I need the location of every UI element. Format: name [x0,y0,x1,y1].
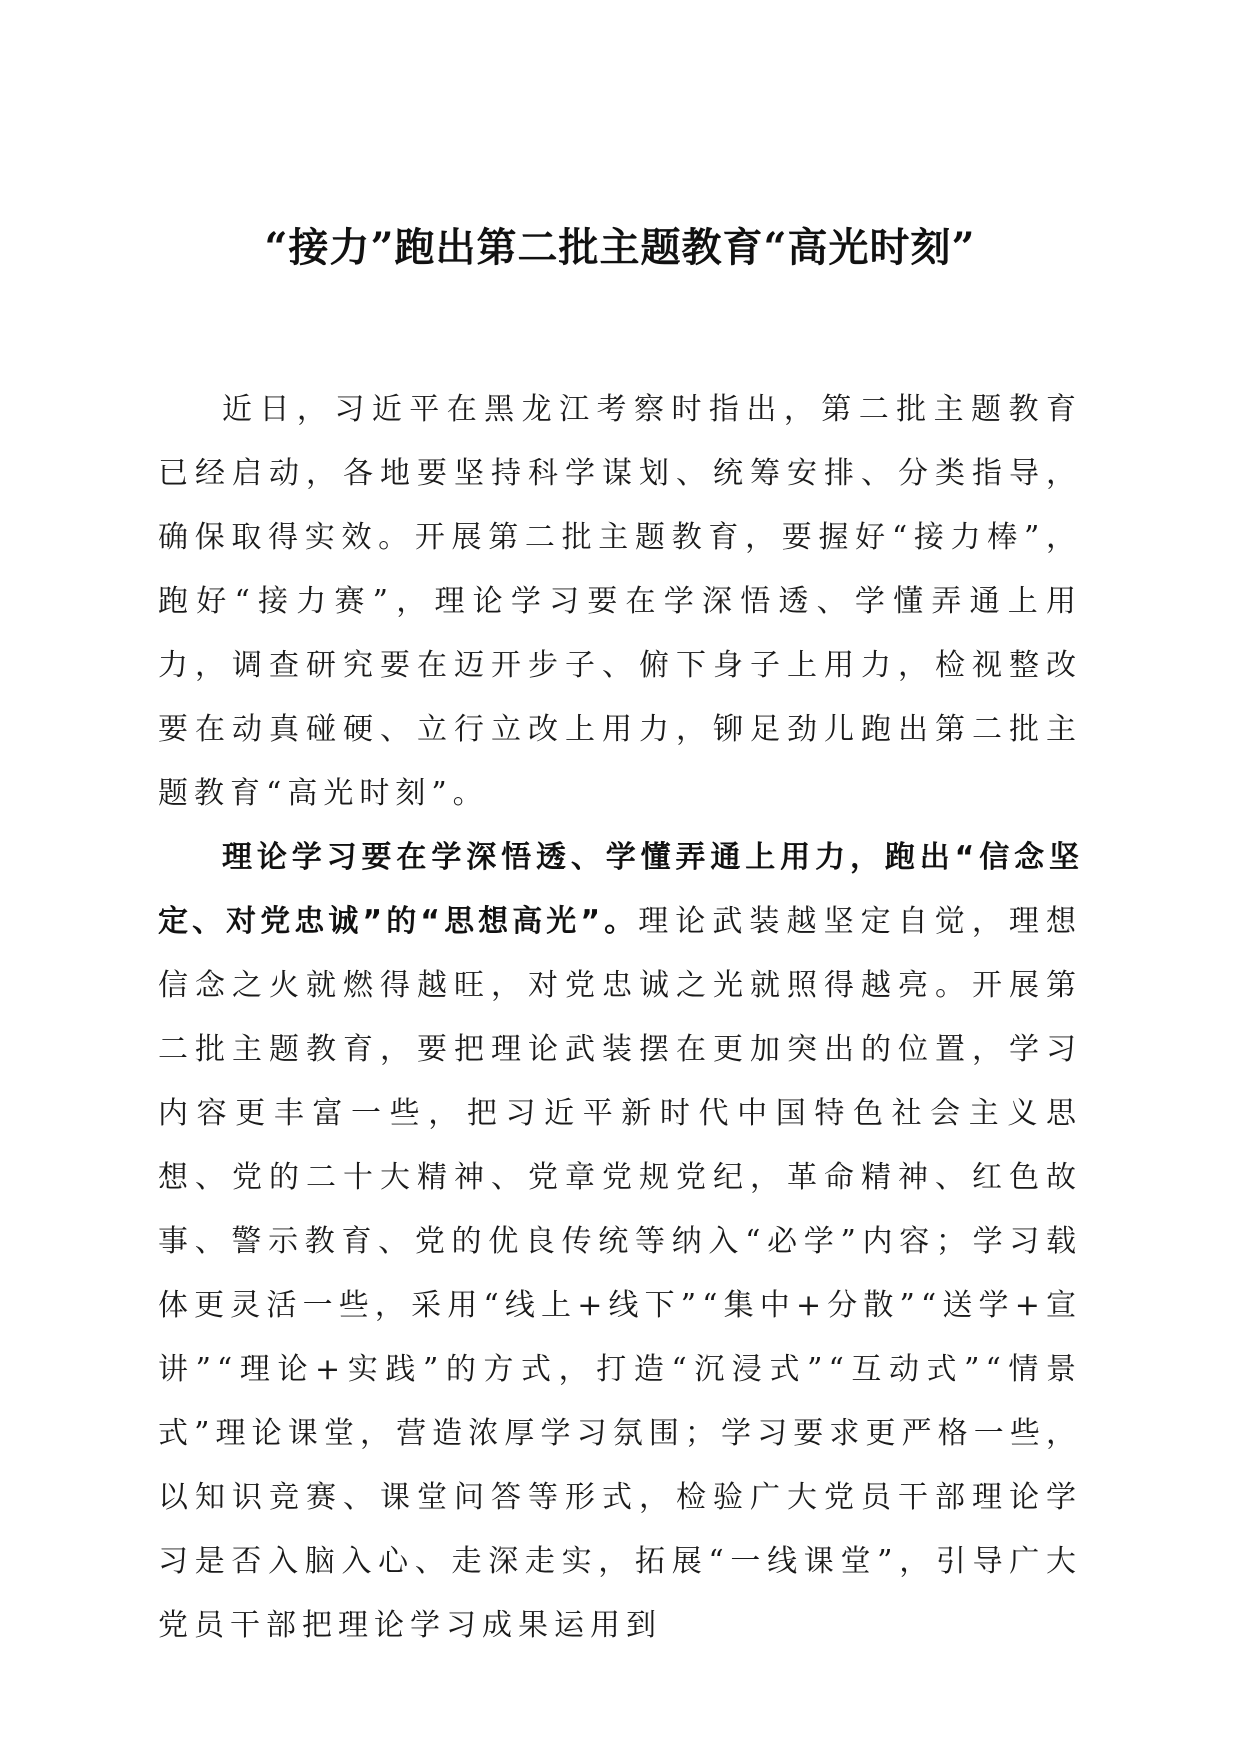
document-title: “接力”跑出第二批主题教育“高光时刻” [264,224,976,271]
paragraph-lead: 理论学习要在学深悟透、学懂弄通上用力，跑出“信念坚定、对党忠诚”的“思想高光”。 [158,840,1082,939]
paragraph-theory-study [158,826,1082,1658]
paragraph-text: 近日，习近平在黑龙江考察时指出，第二批主题教育已经启动，各地要坚持科学谋划、统筹安排、分类指导，确保取得实效。开展第二批主题教育，要握好“接力棒”，跑好“接力赛”，理论学习要在学深悟透、学懂弄通上用力，调查研究要在迈开步子、俯下身子上用力，检视整改要在动真碰硬、立行立改上用力，铆足劲儿跑出第二批主题教育“高光时刻”。 [158,392,1082,811]
paragraph-intro [158,378,1082,826]
document-body [158,378,1082,1658]
paragraph-text: 理论武装越坚定自觉，理想信念之火就燃得越旺，对党忠诚之光就照得越亮。开展第二批主题教育，要把理论武装摆在更加突出的位置，学习内容更丰富一些，把习近平新时代中国特色社会主义思想、党的二十大精神、党章党规党纪，革命精神、红色故事、警示教育、党的优良传统等纳入“必学”内容；学习载体更灵活一些，采用“线上+线下”“集中+分散”“送学+宣讲”“理论+实践”的方式，打造“沉浸式”“互动式”“情景式”理论课堂，营造浓厚学习氛围；学习要求更严格一些，以知识竞赛、课堂问答等形式，检验广大党员干部理论学习是否入脑入心、走深走实，拓展“一线课堂”，引导广大党员干部把理论学习成果运用到 [158,904,1082,1643]
